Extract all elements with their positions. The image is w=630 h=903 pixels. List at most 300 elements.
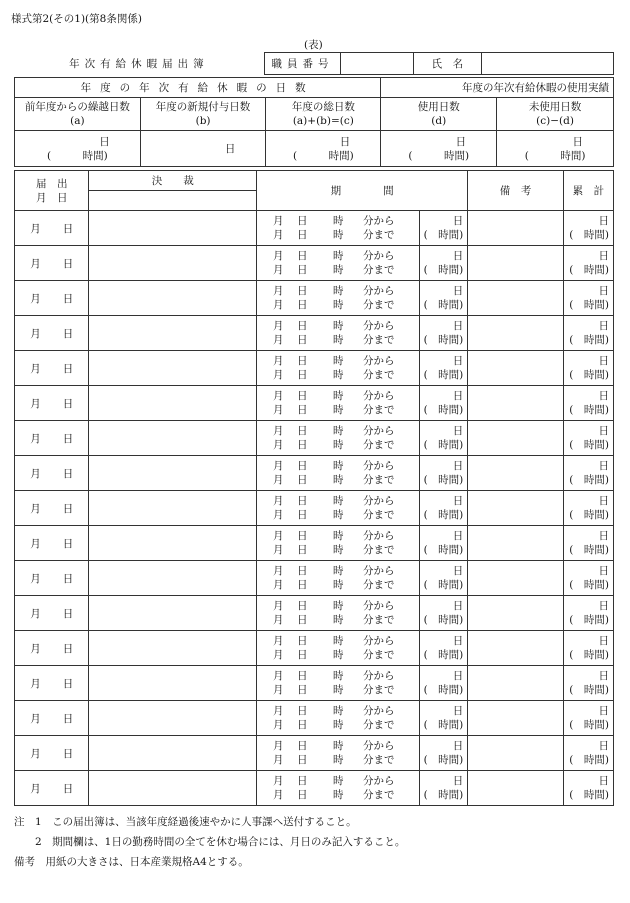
from-month: 月 (273, 215, 284, 227)
remarks-cell[interactable] (468, 666, 563, 701)
from-minute: 分から (363, 215, 395, 227)
summary-col-sub: (d) (431, 115, 447, 127)
day-label: 日 (62, 502, 74, 515)
hours-unit: ( 時間) (423, 404, 464, 416)
decision-cell[interactable] (89, 631, 257, 666)
decision-cell[interactable] (89, 281, 257, 316)
period-days-cell[interactable] (420, 561, 468, 596)
summary-unit: 日 (339, 135, 351, 148)
to-minute: 分まで (363, 439, 395, 451)
decision-cell[interactable] (89, 561, 257, 596)
name-field[interactable] (482, 53, 614, 75)
day-label: 日 (62, 712, 74, 725)
hours-unit: ( 時間) (423, 579, 464, 591)
notify-date-cell[interactable] (15, 561, 89, 596)
notify-date-cell[interactable] (15, 526, 89, 561)
period-days-cell[interactable] (420, 526, 468, 561)
total-cell[interactable] (563, 561, 613, 596)
total-days-unit: 日 (598, 425, 609, 437)
note-1: 注 1 この届出簿は、当該年度経過後速やかに人事課へ送付すること。 (14, 816, 357, 828)
to-hour: 時 (333, 579, 344, 591)
hours-unit: ( 時間) (423, 544, 464, 556)
col-period-header: 期 間 (257, 171, 468, 211)
period-cell[interactable] (257, 421, 420, 456)
from-minute: 分から (363, 390, 395, 402)
from-minute: 分から (363, 635, 395, 647)
to-hour: 時 (333, 509, 344, 521)
summary-col-label: 未使用日数 (528, 101, 582, 113)
summary-value-field[interactable] (15, 131, 141, 167)
total-days-unit: 日 (598, 530, 609, 542)
to-month: 月 (273, 264, 284, 276)
month-label: 月 (30, 362, 41, 375)
period-days-cell[interactable] (420, 736, 468, 771)
table-row (15, 631, 614, 666)
to-day: 日 (297, 754, 308, 766)
decision-cell[interactable] (89, 386, 257, 421)
period-cell[interactable] (257, 211, 420, 246)
notify-date-cell[interactable] (15, 351, 89, 386)
month-label: 月 (30, 292, 41, 305)
notify-date-cell[interactable] (15, 421, 89, 456)
table-row (15, 701, 614, 736)
notify-date-cell[interactable] (15, 211, 89, 246)
remarks-cell[interactable] (468, 596, 563, 631)
day-label: 日 (62, 607, 74, 620)
from-day: 日 (297, 600, 308, 612)
from-month: 月 (273, 530, 284, 542)
month-label: 月 (30, 572, 41, 585)
total-cell[interactable] (563, 246, 613, 281)
from-hour: 時 (333, 565, 344, 577)
notify-date-cell[interactable] (15, 456, 89, 491)
from-minute: 分から (363, 285, 395, 297)
from-minute: 分から (363, 600, 395, 612)
notify-date-cell[interactable] (15, 666, 89, 701)
notify-date-cell[interactable] (15, 386, 89, 421)
summary-unit: 日 (224, 142, 236, 155)
summary-col-label: 年度の総日数 (291, 101, 355, 113)
from-month: 月 (273, 425, 284, 437)
remarks-cell[interactable] (468, 736, 563, 771)
table-row (15, 526, 614, 561)
total-hours-unit: ( 時間) (569, 544, 609, 556)
period-cell[interactable] (257, 596, 420, 631)
remarks-cell[interactable] (468, 211, 563, 246)
hours-unit: ( 時間) (423, 229, 464, 241)
period-cell[interactable] (257, 736, 420, 771)
from-month: 月 (273, 775, 284, 787)
summary-col-header (140, 98, 266, 131)
remarks-cell[interactable] (468, 526, 563, 561)
table-row (15, 561, 614, 596)
period-cell[interactable] (257, 246, 420, 281)
from-hour: 時 (333, 635, 344, 647)
from-month: 月 (273, 670, 284, 682)
period-days-cell[interactable] (420, 246, 468, 281)
total-cell[interactable] (563, 456, 613, 491)
table-row (15, 386, 614, 421)
summary-hours: ( 時間) (292, 149, 354, 162)
from-minute: 分から (363, 425, 395, 437)
summary-value-field[interactable] (381, 131, 497, 167)
to-day: 日 (297, 719, 308, 731)
to-day: 日 (297, 789, 308, 801)
total-hours-unit: ( 時間) (569, 474, 609, 486)
year-days-label: 年度の年次有給休暇の日数 (80, 82, 315, 94)
to-hour: 時 (333, 614, 344, 626)
notify-date-cell[interactable] (15, 316, 89, 351)
decision-stamp-area[interactable] (89, 191, 257, 211)
from-minute: 分から (363, 320, 395, 332)
remarks-cell[interactable] (468, 316, 563, 351)
month-label: 月 (30, 397, 41, 410)
from-hour: 時 (333, 530, 344, 542)
to-day: 日 (297, 369, 308, 381)
total-cell[interactable] (563, 631, 613, 666)
to-minute: 分まで (363, 509, 395, 521)
month-label: 月 (30, 642, 41, 655)
hours-unit: ( 時間) (423, 334, 464, 346)
total-cell[interactable] (563, 666, 613, 701)
from-day: 日 (297, 565, 308, 577)
total-cell[interactable] (563, 281, 613, 316)
from-day: 日 (297, 495, 308, 507)
summary-col-header (497, 98, 614, 131)
from-hour: 時 (333, 775, 344, 787)
table-row (15, 771, 614, 806)
total-hours-unit: ( 時間) (569, 754, 609, 766)
from-day: 日 (297, 215, 308, 227)
from-month: 月 (273, 285, 284, 297)
remarks-cell[interactable] (468, 701, 563, 736)
decision-cell[interactable] (89, 736, 257, 771)
total-cell[interactable] (563, 701, 613, 736)
period-cell[interactable] (257, 351, 420, 386)
from-hour: 時 (333, 355, 344, 367)
decision-cell[interactable] (89, 211, 257, 246)
to-day: 日 (297, 264, 308, 276)
remarks-cell[interactable] (468, 456, 563, 491)
period-cell[interactable] (257, 316, 420, 351)
period-cell[interactable] (257, 561, 420, 596)
from-day: 日 (297, 355, 308, 367)
days-unit: 日 (452, 390, 464, 402)
total-hours-unit: ( 時間) (569, 789, 609, 801)
usage-label: 年度の年次有給休暇の使用実績 (462, 82, 609, 94)
col-notify-header: 届 出 月 日 (15, 171, 89, 211)
days-unit: 日 (452, 320, 464, 332)
notify-date-cell[interactable] (15, 701, 89, 736)
decision-cell[interactable] (89, 456, 257, 491)
to-month: 月 (273, 299, 284, 311)
to-minute: 分まで (363, 684, 395, 696)
to-day: 日 (297, 404, 308, 416)
to-hour: 時 (333, 404, 344, 416)
notify-date-cell[interactable] (15, 491, 89, 526)
from-day: 日 (297, 670, 308, 682)
to-month: 月 (273, 614, 284, 626)
hours-unit: ( 時間) (423, 509, 464, 521)
decision-cell[interactable] (89, 246, 257, 281)
from-hour: 時 (333, 215, 344, 227)
from-minute: 分から (363, 495, 395, 507)
to-minute: 分まで (363, 579, 395, 591)
table-row (15, 351, 614, 386)
to-month: 月 (273, 579, 284, 591)
total-days-unit: 日 (598, 355, 609, 367)
to-minute: 分まで (363, 544, 395, 556)
total-days-unit: 日 (598, 390, 609, 402)
to-minute: 分まで (363, 754, 395, 766)
summary-value-field[interactable] (497, 131, 614, 167)
from-hour: 時 (333, 460, 344, 472)
table-row (15, 281, 614, 316)
to-day: 日 (297, 439, 308, 451)
total-days-unit: 日 (598, 460, 609, 472)
notify-date-cell[interactable] (15, 281, 89, 316)
decision-cell[interactable] (89, 596, 257, 631)
decision-cell[interactable] (89, 316, 257, 351)
period-cell[interactable] (257, 491, 420, 526)
total-hours-unit: ( 時間) (569, 404, 609, 416)
period-days-cell[interactable] (420, 701, 468, 736)
day-label: 日 (62, 572, 74, 585)
remarks-cell[interactable] (468, 631, 563, 666)
table-row (15, 491, 614, 526)
period-days-cell[interactable] (420, 666, 468, 701)
from-hour: 時 (333, 600, 344, 612)
col-decision-header: 決 裁 (89, 171, 257, 191)
period-cell[interactable] (257, 701, 420, 736)
from-hour: 時 (333, 425, 344, 437)
month-label: 月 (30, 327, 41, 340)
to-day: 日 (297, 509, 308, 521)
to-minute: 分まで (363, 369, 395, 381)
total-cell[interactable] (563, 386, 613, 421)
decision-cell[interactable] (89, 526, 257, 561)
table-row (15, 316, 614, 351)
from-day: 日 (297, 635, 308, 647)
decision-cell[interactable] (89, 701, 257, 736)
to-month: 月 (273, 544, 284, 556)
total-hours-unit: ( 時間) (569, 299, 609, 311)
from-day: 日 (297, 460, 308, 472)
from-day: 日 (297, 705, 308, 717)
notify-date-cell[interactable] (15, 596, 89, 631)
period-days-cell[interactable] (420, 316, 468, 351)
total-hours-unit: ( 時間) (569, 229, 609, 241)
from-hour: 時 (333, 495, 344, 507)
total-days-unit: 日 (598, 320, 609, 332)
remarks-cell[interactable] (468, 246, 563, 281)
days-unit: 日 (452, 775, 464, 787)
to-day: 日 (297, 684, 308, 696)
summary-col-sub: (a) (70, 115, 85, 127)
notes (14, 812, 405, 872)
to-hour: 時 (333, 474, 344, 486)
from-month: 月 (273, 565, 284, 577)
to-hour: 時 (333, 439, 344, 451)
days-unit: 日 (452, 565, 464, 577)
decision-cell[interactable] (89, 666, 257, 701)
days-unit: 日 (452, 460, 464, 472)
from-day: 日 (297, 425, 308, 437)
hours-unit: ( 時間) (423, 649, 464, 661)
days-unit: 日 (452, 530, 464, 542)
period-days-cell[interactable] (420, 456, 468, 491)
to-minute: 分まで (363, 334, 395, 346)
decision-cell[interactable] (89, 351, 257, 386)
summary-unit: 日 (455, 135, 467, 148)
decision-cell[interactable] (89, 421, 257, 456)
from-minute: 分から (363, 705, 395, 717)
summary-hours: ( 時間) (524, 149, 586, 162)
decision-cell[interactable] (89, 771, 257, 806)
to-day: 日 (297, 299, 308, 311)
table-row (15, 736, 614, 771)
to-month: 月 (273, 474, 284, 486)
notify-date-cell[interactable] (15, 631, 89, 666)
days-unit: 日 (452, 250, 464, 262)
total-cell[interactable] (563, 316, 613, 351)
from-minute: 分から (363, 775, 395, 787)
from-hour: 時 (333, 670, 344, 682)
summary-hours: ( 時間) (47, 149, 108, 162)
day-label: 日 (62, 677, 74, 690)
name-label: 氏 名 (431, 58, 464, 70)
to-minute: 分まで (363, 404, 395, 416)
to-day: 日 (297, 334, 308, 346)
remarks-cell[interactable] (468, 561, 563, 596)
from-month: 月 (273, 495, 284, 507)
to-hour: 時 (333, 649, 344, 661)
month-label: 月 (30, 502, 41, 515)
to-month: 月 (273, 789, 284, 801)
remarks-cell[interactable] (468, 771, 563, 806)
day-label: 日 (62, 747, 74, 760)
notify-date-cell[interactable] (15, 736, 89, 771)
days-unit: 日 (452, 355, 464, 367)
from-day: 日 (297, 740, 308, 752)
from-month: 月 (273, 250, 284, 262)
period-days-cell[interactable] (420, 386, 468, 421)
day-label: 日 (62, 397, 74, 410)
to-day: 日 (297, 579, 308, 591)
period-cell[interactable] (257, 631, 420, 666)
period-cell[interactable] (257, 456, 420, 491)
total-cell[interactable] (563, 736, 613, 771)
total-cell[interactable] (563, 211, 613, 246)
from-minute: 分から (363, 740, 395, 752)
total-cell[interactable] (563, 526, 613, 561)
from-day: 日 (297, 250, 308, 262)
from-month: 月 (273, 635, 284, 647)
total-days-unit: 日 (598, 705, 609, 717)
period-days-cell[interactable] (420, 491, 468, 526)
period-cell[interactable] (257, 526, 420, 561)
days-unit: 日 (452, 705, 464, 717)
remarks-cell[interactable] (468, 386, 563, 421)
period-days-cell[interactable] (420, 281, 468, 316)
to-minute: 分まで (363, 789, 395, 801)
col-remarks-header: 備 考 (468, 171, 563, 211)
days-unit: 日 (452, 740, 464, 752)
summary-col-sub: (c)−(d) (536, 115, 574, 127)
total-cell[interactable] (563, 351, 613, 386)
total-cell[interactable] (563, 421, 613, 456)
period-days-cell[interactable] (420, 211, 468, 246)
day-label: 日 (62, 222, 74, 235)
from-day: 日 (297, 530, 308, 542)
hours-unit: ( 時間) (423, 614, 464, 626)
notify-date-cell[interactable] (15, 771, 89, 806)
remarks-cell[interactable] (468, 421, 563, 456)
table-row (15, 211, 614, 246)
to-day: 日 (297, 229, 308, 241)
from-day: 日 (297, 320, 308, 332)
table-row (15, 246, 614, 281)
day-label: 日 (62, 432, 74, 445)
remarks-cell[interactable] (468, 351, 563, 386)
from-day: 日 (297, 285, 308, 297)
period-cell[interactable] (257, 281, 420, 316)
col-total-header: 累 計 (563, 171, 613, 211)
period-days-cell[interactable] (420, 421, 468, 456)
period-days-cell[interactable] (420, 771, 468, 806)
to-minute: 分まで (363, 474, 395, 486)
from-day: 日 (297, 390, 308, 402)
remarks-cell[interactable] (468, 491, 563, 526)
month-label: 月 (30, 607, 41, 620)
summary-value-field[interactable] (140, 131, 266, 167)
leave-log-table (14, 170, 614, 806)
period-days-cell[interactable] (420, 351, 468, 386)
summary-value-field[interactable] (266, 131, 381, 167)
month-label: 月 (30, 712, 41, 725)
to-hour: 時 (333, 369, 344, 381)
total-cell[interactable] (563, 491, 613, 526)
to-day: 日 (297, 649, 308, 661)
day-label: 日 (62, 782, 74, 795)
to-month: 月 (273, 684, 284, 696)
to-hour: 時 (333, 754, 344, 766)
days-unit: 日 (452, 425, 464, 437)
day-label: 日 (62, 327, 74, 340)
remarks-cell[interactable] (468, 281, 563, 316)
period-cell[interactable] (257, 386, 420, 421)
period-days-cell[interactable] (420, 631, 468, 666)
period-days-cell[interactable] (420, 596, 468, 631)
total-days-unit: 日 (598, 565, 609, 577)
day-label: 日 (62, 467, 74, 480)
table-row (15, 666, 614, 701)
to-minute: 分まで (363, 264, 395, 276)
from-hour: 時 (333, 320, 344, 332)
decision-cell[interactable] (89, 491, 257, 526)
total-cell[interactable] (563, 771, 613, 806)
staff-number-field[interactable] (341, 53, 413, 75)
notify-date-cell[interactable] (15, 246, 89, 281)
summary-unit: 日 (99, 135, 110, 148)
total-days-unit: 日 (598, 635, 609, 647)
month-label: 月 (30, 677, 41, 690)
total-cell[interactable] (563, 596, 613, 631)
to-day: 日 (297, 474, 308, 486)
period-cell[interactable] (257, 771, 420, 806)
period-cell[interactable] (257, 666, 420, 701)
to-minute: 分まで (363, 299, 395, 311)
